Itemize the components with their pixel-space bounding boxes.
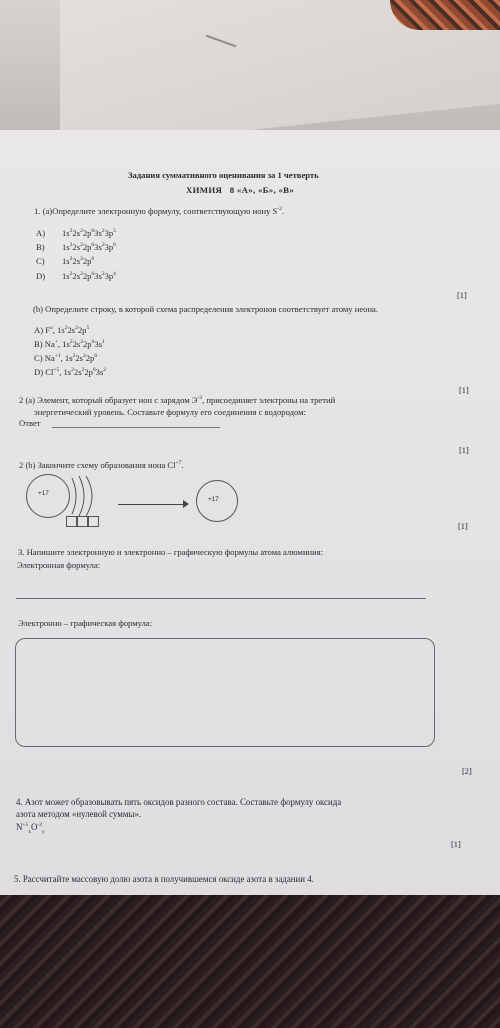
fabric-corner	[390, 0, 500, 30]
option-b-b: B) Na+, $1s^22s^22p^63s^1$	[34, 339, 105, 349]
option-c	[36, 256, 94, 267]
option-b-c: C) $Na^{+1}$, $1s^22s^22p^6$	[34, 353, 98, 363]
electron-formula-line[interactable]	[16, 598, 426, 599]
question-4-line2: азота методом «нулевой суммы».	[16, 809, 142, 819]
option-formula: $1s^22s^22p^6$	[62, 256, 95, 266]
question-2a-text-end: , присоединяет электроны на третий	[202, 395, 336, 405]
mark-q1b: [1]	[459, 386, 469, 395]
atom-charge-label: +17	[38, 490, 49, 497]
option-label: C)	[36, 256, 45, 266]
mark-q3: [2]	[462, 767, 472, 776]
question-5-text: 5. Рассчитайте массовую долю азота в получившемся оксиде азота в задании 4.	[14, 874, 314, 884]
reaction-arrow-line	[118, 504, 186, 505]
subject-name: ХИМИЯ	[186, 185, 223, 195]
option-formula: $1s^22s^22p^63s^23p^4$	[62, 271, 116, 281]
question-2b	[19, 460, 184, 471]
option-label: B)	[36, 242, 45, 252]
option-b-a: A) $F^o$, $1s^22s^22p^5$	[34, 325, 90, 335]
graphic-formula-box[interactable]	[15, 638, 435, 747]
question-4-line1: 4. Азот может образовывать пять оксидов разного состава. Составьте формулу оксида	[16, 797, 342, 807]
graphic-formula-label: Электронно – графическая формула:	[18, 618, 153, 628]
ion-charge: +7	[175, 460, 182, 467]
option-a	[36, 228, 116, 239]
orbital-cell[interactable]	[66, 516, 77, 527]
question-2b-period: .	[181, 460, 184, 470]
question-1a	[34, 206, 284, 217]
question-1a-period: .	[281, 206, 285, 216]
question-2a-text: 2 (а) Элемент, который образует ион с зарядом Э	[19, 395, 198, 405]
mark-q4: [1]	[451, 840, 461, 849]
answer-label: Ответ	[19, 418, 41, 428]
question-1a-text: 1. (а)Определите электронную формулу, соответствующую иону S	[34, 206, 278, 216]
option-d	[36, 271, 116, 282]
nitrogen-oxide-formula: $N^{+5}_xO^{-2}_y$	[16, 822, 45, 835]
worksheet	[0, 130, 500, 895]
option-b	[36, 242, 116, 253]
arrow-right-icon	[183, 500, 189, 508]
worksheet-subject-line	[186, 185, 294, 196]
electron-formula-label: Электронная формула:	[17, 560, 101, 570]
orbital-cell[interactable]	[88, 516, 99, 527]
question-2a-line2: энергетический уровень. Составьте формулу его соединения с водородом:	[34, 407, 306, 417]
class-list: 8 «А», «Б», «В»	[229, 185, 295, 195]
answer-line[interactable]	[52, 427, 220, 428]
ion-charge: -3	[197, 395, 203, 402]
ion-charge-label: +17	[208, 496, 219, 503]
question-3-text: 3. Напишите электронную и электронно – графическую формулы атома алюминия:	[18, 547, 324, 557]
option-b-d: D) $Cl^{+5}$, $1s^22s^22p^63s^2$	[34, 367, 107, 377]
option-formula: $1s^22s^22p^63s^23p^5$	[62, 228, 116, 238]
question-1b-text: (b) Определите строку, в которой схема распределения электронов соответствует атому неона.	[33, 304, 379, 314]
worksheet-title: Задания суммативного оценивания за 1 четверть	[128, 170, 319, 180]
ion-charge: -2	[277, 206, 282, 213]
option-formula: $1s^22s^22p^63s^23p^6$	[62, 242, 116, 252]
mark-q2b: [1]	[458, 522, 468, 531]
question-2a-line1	[19, 395, 335, 406]
carpet-background	[0, 895, 500, 1028]
question-2b-text: 2 (b) Закончите схему образования иона Cl	[19, 460, 176, 470]
option-label: A)	[36, 228, 46, 238]
orbital-cell[interactable]	[77, 516, 88, 527]
option-label: D)	[36, 271, 46, 281]
electron-shells-icon	[68, 474, 108, 518]
mark-q2a: [1]	[459, 446, 469, 455]
mark-q1a: [1]	[457, 291, 467, 300]
